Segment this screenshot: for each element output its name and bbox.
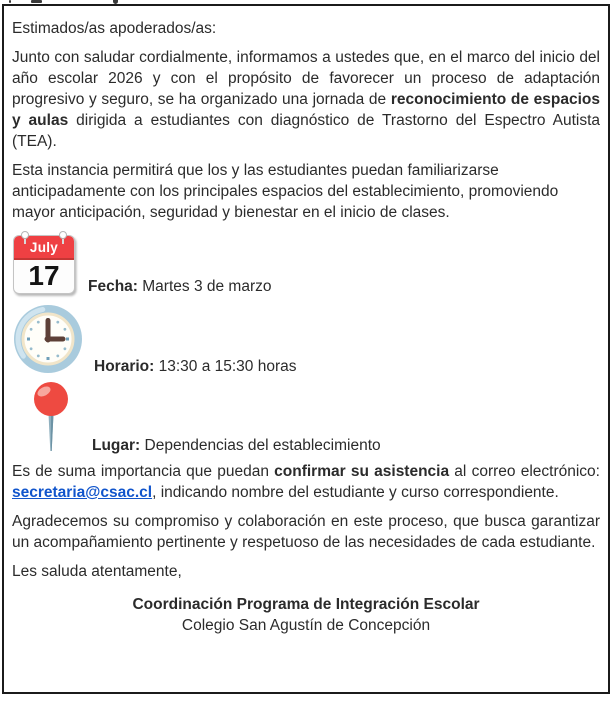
signature-org: Coordinación Programa de Integración Escolar xyxy=(132,596,480,613)
lugar-value: Dependencias del establecimiento xyxy=(140,437,381,454)
pin-icon xyxy=(31,381,71,454)
calendar-pin-icon xyxy=(59,231,67,239)
confirm-text-before: Es de suma importancia que puedan xyxy=(12,463,275,480)
detail-row-fecha xyxy=(12,231,600,295)
calendar-pin-icon xyxy=(21,231,29,239)
horario-value: 13:30 a 15:30 horas xyxy=(154,358,297,375)
clipped-text-remnant xyxy=(9,0,11,3)
pin-icon-wrap xyxy=(31,381,71,454)
calendar-day-label: 17 xyxy=(28,260,60,291)
clock-icon xyxy=(12,303,84,375)
email-link[interactable]: secretaria@csac.cl xyxy=(12,484,153,501)
confirm-text-after: , indicando nombre del estudiante y curso correspondiente. xyxy=(152,484,559,501)
fecha-line xyxy=(88,276,272,297)
closing-text: Les saluda atentamente, xyxy=(12,563,182,580)
signature-school: Colegio San Agustín de Concepción xyxy=(181,617,431,634)
fecha-value: Martes 3 de marzo xyxy=(137,278,272,295)
closing-line xyxy=(12,561,600,582)
signature-block xyxy=(12,594,600,636)
calendar-month-label: July xyxy=(14,236,74,260)
lugar-label: Lugar: xyxy=(92,437,141,454)
thanks-paragraph xyxy=(12,511,600,553)
letter-frame xyxy=(2,4,610,694)
confirm-text-mid: al correo electrónico: xyxy=(449,463,600,480)
intro-text-before: Junto con saludar cordialmente, informamos a ustedes que, en el marco del inicio del año escolar 2026 y con el propósito de favorecer un proceso de adaptación progresivo y seguro, se ha organizado una jornada de xyxy=(12,49,600,108)
purpose-paragraph xyxy=(12,160,600,223)
horario-line xyxy=(94,356,297,377)
intro-paragraph xyxy=(12,47,600,152)
thanks-text: Agradecemos su compromiso y colaboración en este proceso, que busca garantizar un acompañamiento pertinente y respetuoso de las necesidades de cada estudiante. xyxy=(12,513,600,551)
calendar-body xyxy=(13,235,75,294)
fecha-label: Fecha: xyxy=(88,278,138,295)
horario-label: Horario: xyxy=(94,358,155,375)
detail-row-lugar xyxy=(12,381,600,454)
intro-text-after: dirigida a estudiantes con diagnóstico de Trastorno del Espectro Autista (TEA). xyxy=(12,112,600,150)
detail-row-horario xyxy=(12,303,600,375)
clipped-text-remnant xyxy=(31,0,42,3)
calendar-icon xyxy=(12,231,76,295)
greeting-text: Estimados/as apoderados/as: xyxy=(12,20,217,37)
lugar-line xyxy=(92,435,381,456)
greeting-line xyxy=(12,18,600,39)
intro-text-bold: reconocimiento de espacios y aulas xyxy=(12,91,600,129)
confirm-paragraph xyxy=(12,461,600,503)
confirm-text-bold: confirmar su asistencia xyxy=(274,463,450,480)
purpose-text: Esta instancia permitirá que los y las estudiantes puedan familiarizarse anticipadamente con los principales espacios del establecimiento, promoviendo mayor anticipación, seguridad y bienestar en el inicio de clases. xyxy=(12,162,559,221)
